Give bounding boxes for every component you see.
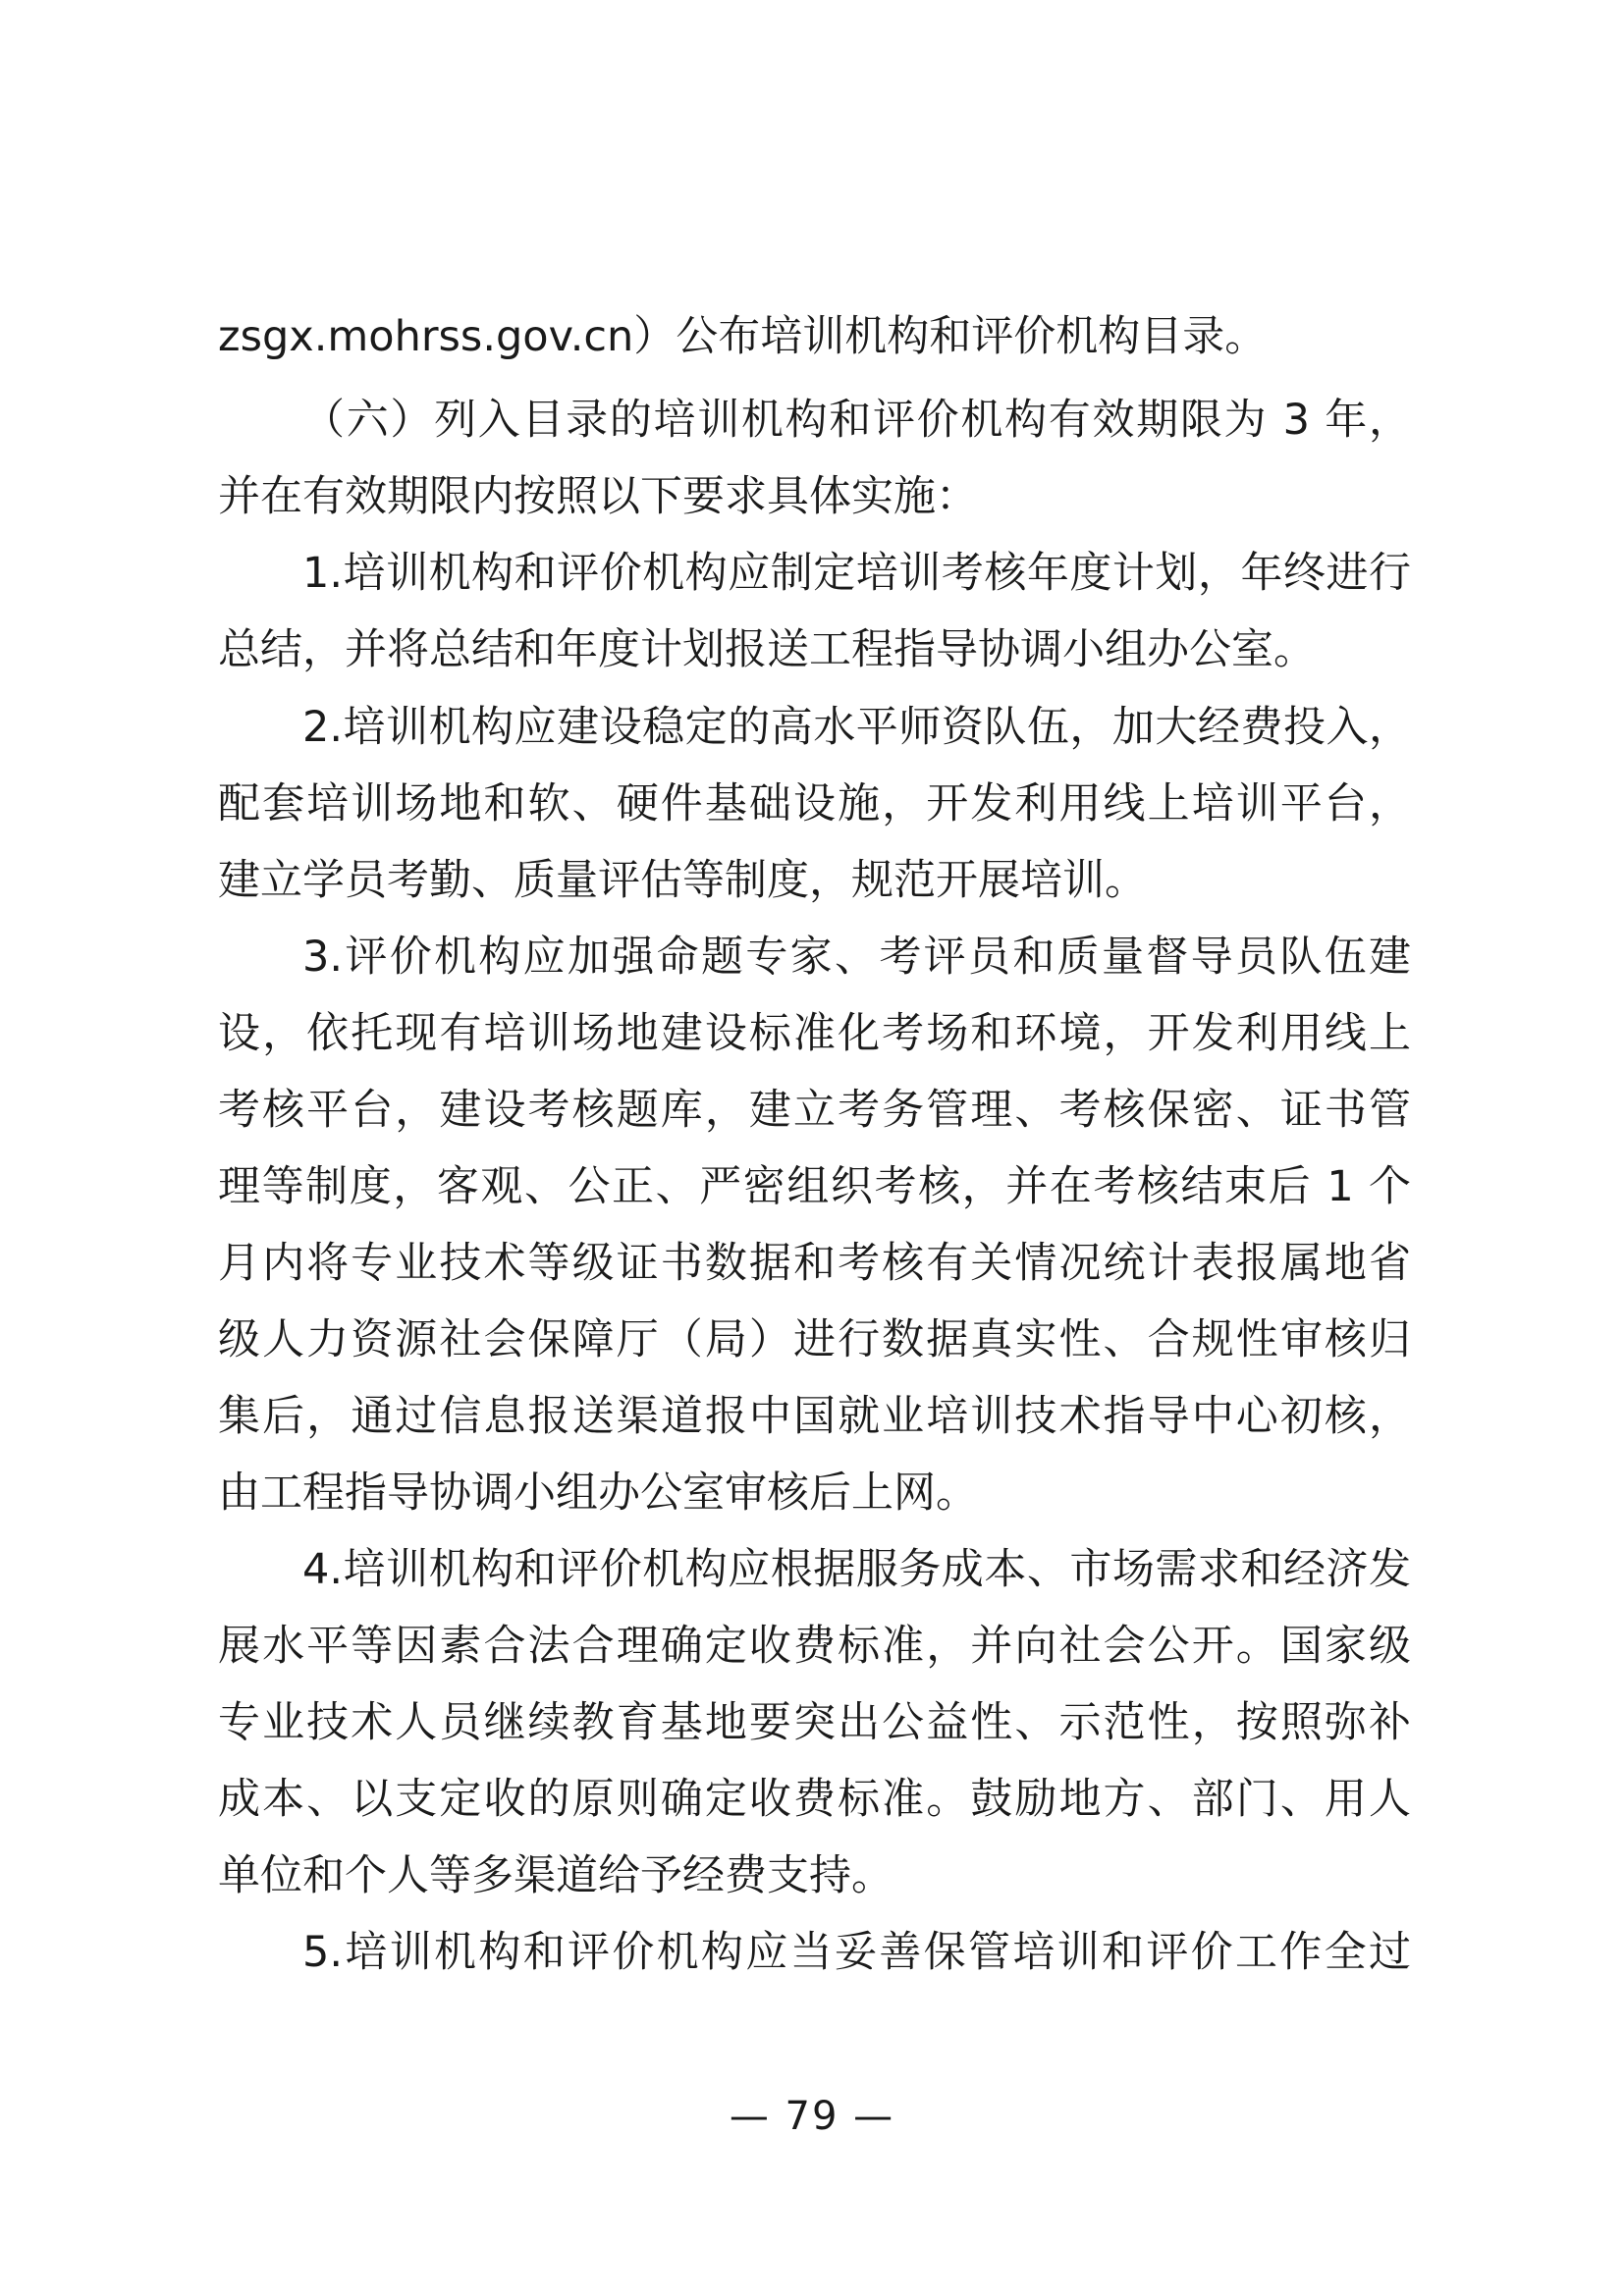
text-line-16: 由工程指导协调小组办公室审核后上网。 [218,1468,978,1518]
text-line-14: 级人力资源社会保障厅（局）进行数据真实性、合规性审核归 [218,1315,1411,1364]
text-line-4: 1.培训机构和评价机构应制定培训考核年度计划，年终进行 [302,549,1411,598]
page-number: — 79 — [729,2094,895,2139]
text-line-17: 4.培训机构和评价机构应根据服务成本、市场需求和经济发 [302,1545,1411,1594]
text-line-20: 成本、以支定收的原则确定收费标准。鼓励地方、部门、用人 [218,1775,1411,1824]
text-line-5: 总结，并将总结和年度计划报送工程指导协调小组办公室。 [218,625,1316,674]
text-line-22: 5.培训机构和评价机构应当妥善保管培训和评价工作全过 [302,1928,1411,1977]
text-line-19: 专业技术人员继续教育基地要突出公益性、示范性，按照弥补 [218,1698,1411,1747]
text-line-1: zsgx.mohrss.gov.cn）公布培训机构和评价机构目录。 [218,312,1268,361]
text-line-3: 并在有效期限内按照以下要求具体实施： [218,472,978,521]
text-line-8: 建立学员考勤、质量评估等制度，规范开展培训。 [218,856,1147,905]
text-line-13: 月内将专业技术等级证书数据和考核有关情况统计表报属地省 [218,1239,1411,1288]
text-line-6: 2.培训机构应建设稳定的高水平师资队伍，加大经费投入， [302,703,1411,752]
text-line-7: 配套培训场地和软、硬件基础设施，开发利用线上培训平台， [218,779,1411,828]
text-line-18: 展水平等因素合法合理确定收费标准，并向社会公开。国家级 [218,1622,1411,1671]
text-line-21: 单位和个人等多渠道给予经费支持。 [218,1851,893,1900]
text-line-15: 集后，通过信息报送渠道报中国就业培训技术指导中心初核， [218,1392,1411,1441]
text-line-9: 3.评价机构应加强命题专家、考评员和质量督导员队伍建 [302,933,1411,982]
text-line-12: 理等制度，客观、公正、严密组织考核，并在考核结束后 1 个 [218,1162,1411,1211]
text-line-2: （六）列入目录的培训机构和评价机构有效期限为 3 年， [302,396,1411,445]
text-line-10: 设，依托现有培训场地建设标准化考场和环境，开发利用线上 [218,1009,1411,1058]
text-line-11: 考核平台，建设考核题库，建立考务管理、考核保密、证书管 [218,1086,1411,1135]
